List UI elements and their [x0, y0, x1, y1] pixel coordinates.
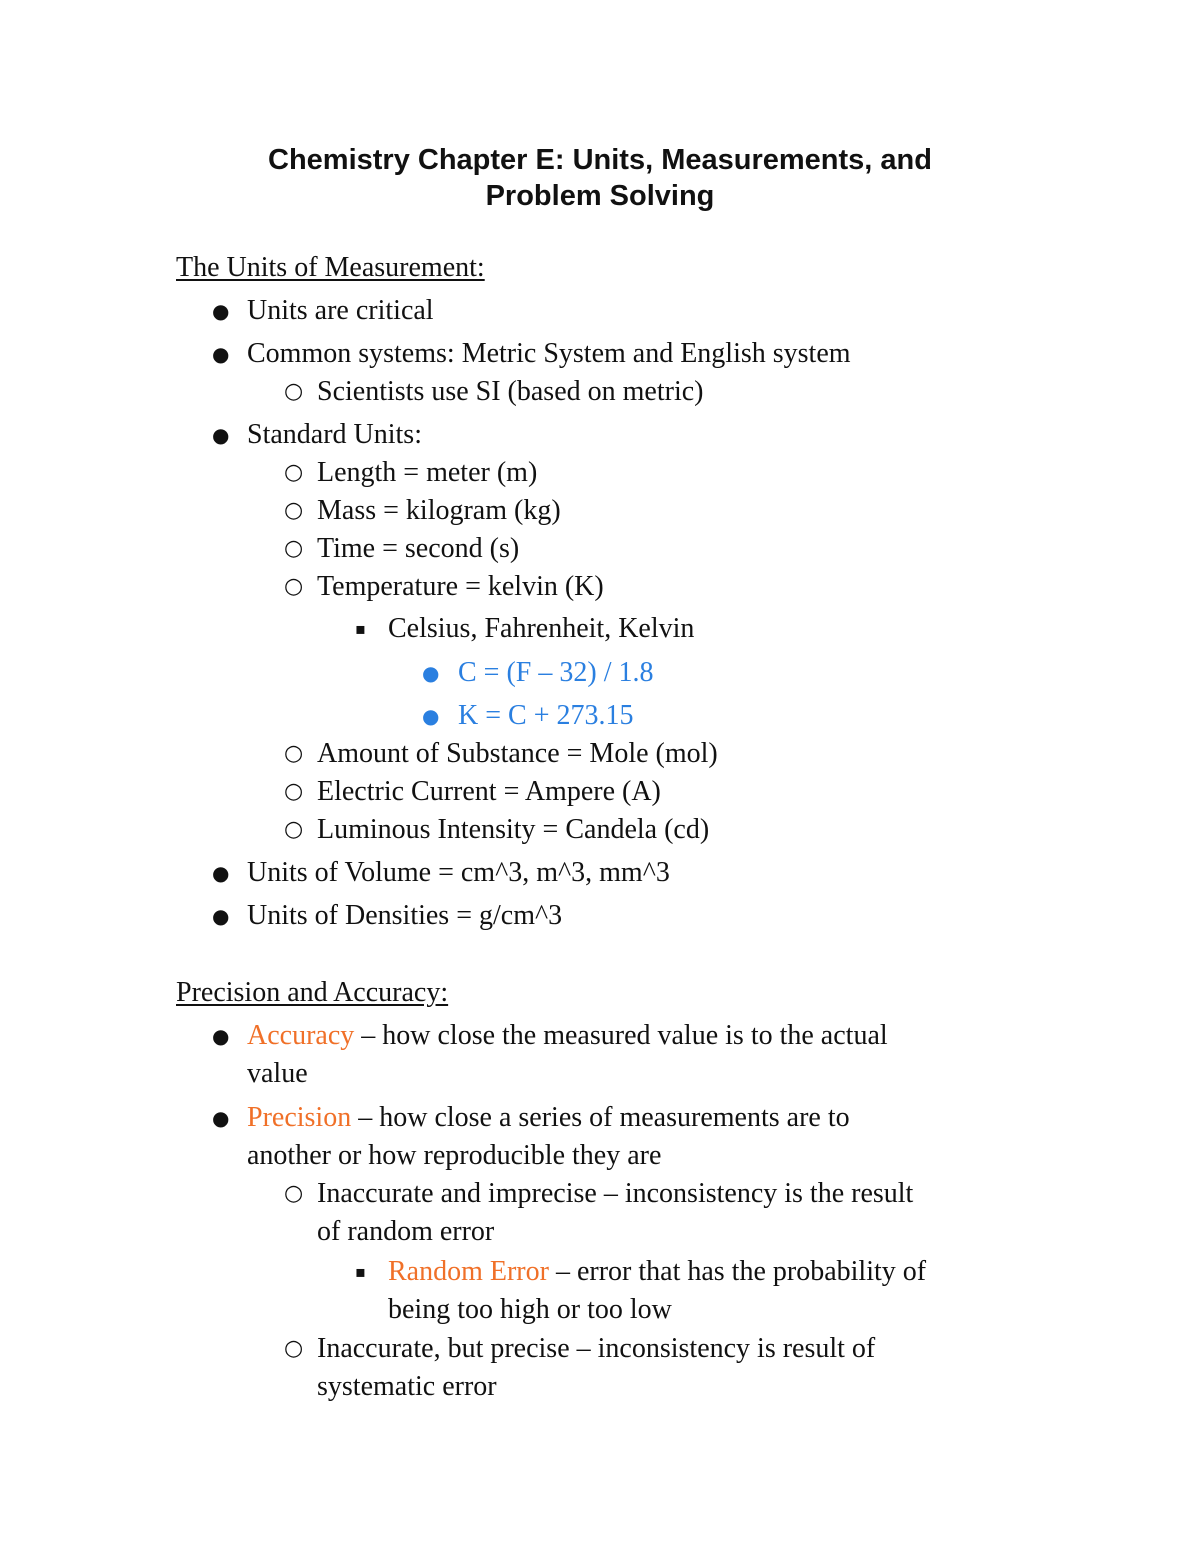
list-item-mass: Mass = kilogram (kg) — [317, 495, 561, 526]
list-item-units-critical: Units are critical — [247, 295, 434, 326]
circle-bullet: ○ — [284, 817, 304, 842]
disc-bullet: ● — [212, 861, 230, 885]
disc-bullet: ● — [212, 342, 230, 366]
square-bullet: ▪ — [355, 619, 366, 638]
list-item-density: Units of Densities = g/cm^3 — [247, 900, 563, 931]
list-item-amount: Amount of Substance = Mole (mol) — [317, 738, 718, 769]
circle-bullet: ○ — [284, 1336, 304, 1361]
precision-definition: – how close a series of measurements are to — [351, 1102, 850, 1133]
random-error-definition: – error that has the probability of — [548, 1256, 927, 1287]
list-item-inaccurate-precise: Inaccurate, but precise – inconsistency is result of — [317, 1333, 876, 1364]
term-random-error: Random Error — [388, 1256, 549, 1287]
accuracy-definition-cont: value — [247, 1058, 308, 1089]
random-error-definition-cont: being too high or too low — [388, 1294, 672, 1325]
accuracy-definition: – how close the measured value is to the actual — [354, 1020, 888, 1051]
circle-bullet: ○ — [284, 741, 304, 766]
square-bullet: ▪ — [355, 1262, 366, 1281]
disc-bullet: ● — [422, 661, 440, 685]
list-item-luminous: Luminous Intensity = Candela (cd) — [317, 814, 710, 845]
circle-bullet: ○ — [284, 779, 304, 804]
title-line-2: Problem Solving — [485, 180, 715, 212]
list-item-temp-scales: Celsius, Fahrenheit, Kelvin — [388, 613, 695, 644]
disc-bullet: ● — [212, 299, 230, 323]
section-heading-precision: Precision and Accuracy: — [176, 977, 449, 1008]
disc-bullet: ● — [422, 704, 440, 728]
inaccurate-precise-cont: systematic error — [317, 1371, 497, 1402]
list-item-current: Electric Current = Ampere (A) — [317, 776, 661, 807]
document-title — [0, 142, 1200, 214]
precision-definition-cont: another or how reproducible they are — [247, 1140, 662, 1171]
list-item-random-error — [388, 1255, 926, 1289]
disc-bullet: ● — [212, 904, 230, 928]
inaccurate-imprecise-cont: of random error — [317, 1216, 495, 1247]
title-line-1: Chemistry Chapter E: Units, Measurements, and — [268, 144, 932, 176]
list-item-time: Time = second (s) — [317, 533, 520, 564]
section-heading-units: The Units of Measurement: — [176, 252, 485, 283]
list-item-inaccurate-imprecise: Inaccurate and imprecise – inconsistency is the result — [317, 1178, 914, 1209]
disc-bullet: ● — [212, 1106, 230, 1130]
formula-celsius: C = (F – 32) / 1.8 — [458, 657, 654, 688]
circle-bullet: ○ — [284, 574, 304, 599]
circle-bullet: ○ — [284, 460, 304, 485]
list-item-length: Length = meter (m) — [317, 457, 538, 488]
list-item-precision — [247, 1101, 850, 1135]
circle-bullet: ○ — [284, 498, 304, 523]
list-item-si-note: Scientists use SI (based on metric) — [317, 376, 704, 407]
circle-bullet: ○ — [284, 536, 304, 561]
list-item-standard-units: Standard Units: — [247, 419, 422, 450]
formula-kelvin: K = C + 273.15 — [458, 700, 634, 731]
list-item-volume: Units of Volume = cm^3, m^3, mm^3 — [247, 857, 670, 888]
circle-bullet: ○ — [284, 1181, 304, 1206]
disc-bullet: ● — [212, 423, 230, 447]
disc-bullet: ● — [212, 1024, 230, 1048]
term-accuracy: Accuracy — [247, 1020, 355, 1051]
term-precision: Precision — [247, 1102, 352, 1133]
list-item-accuracy — [247, 1019, 888, 1053]
list-item-common-systems: Common systems: Metric System and English system — [247, 338, 851, 369]
list-item-temperature: Temperature = kelvin (K) — [317, 571, 604, 602]
circle-bullet: ○ — [284, 379, 304, 404]
